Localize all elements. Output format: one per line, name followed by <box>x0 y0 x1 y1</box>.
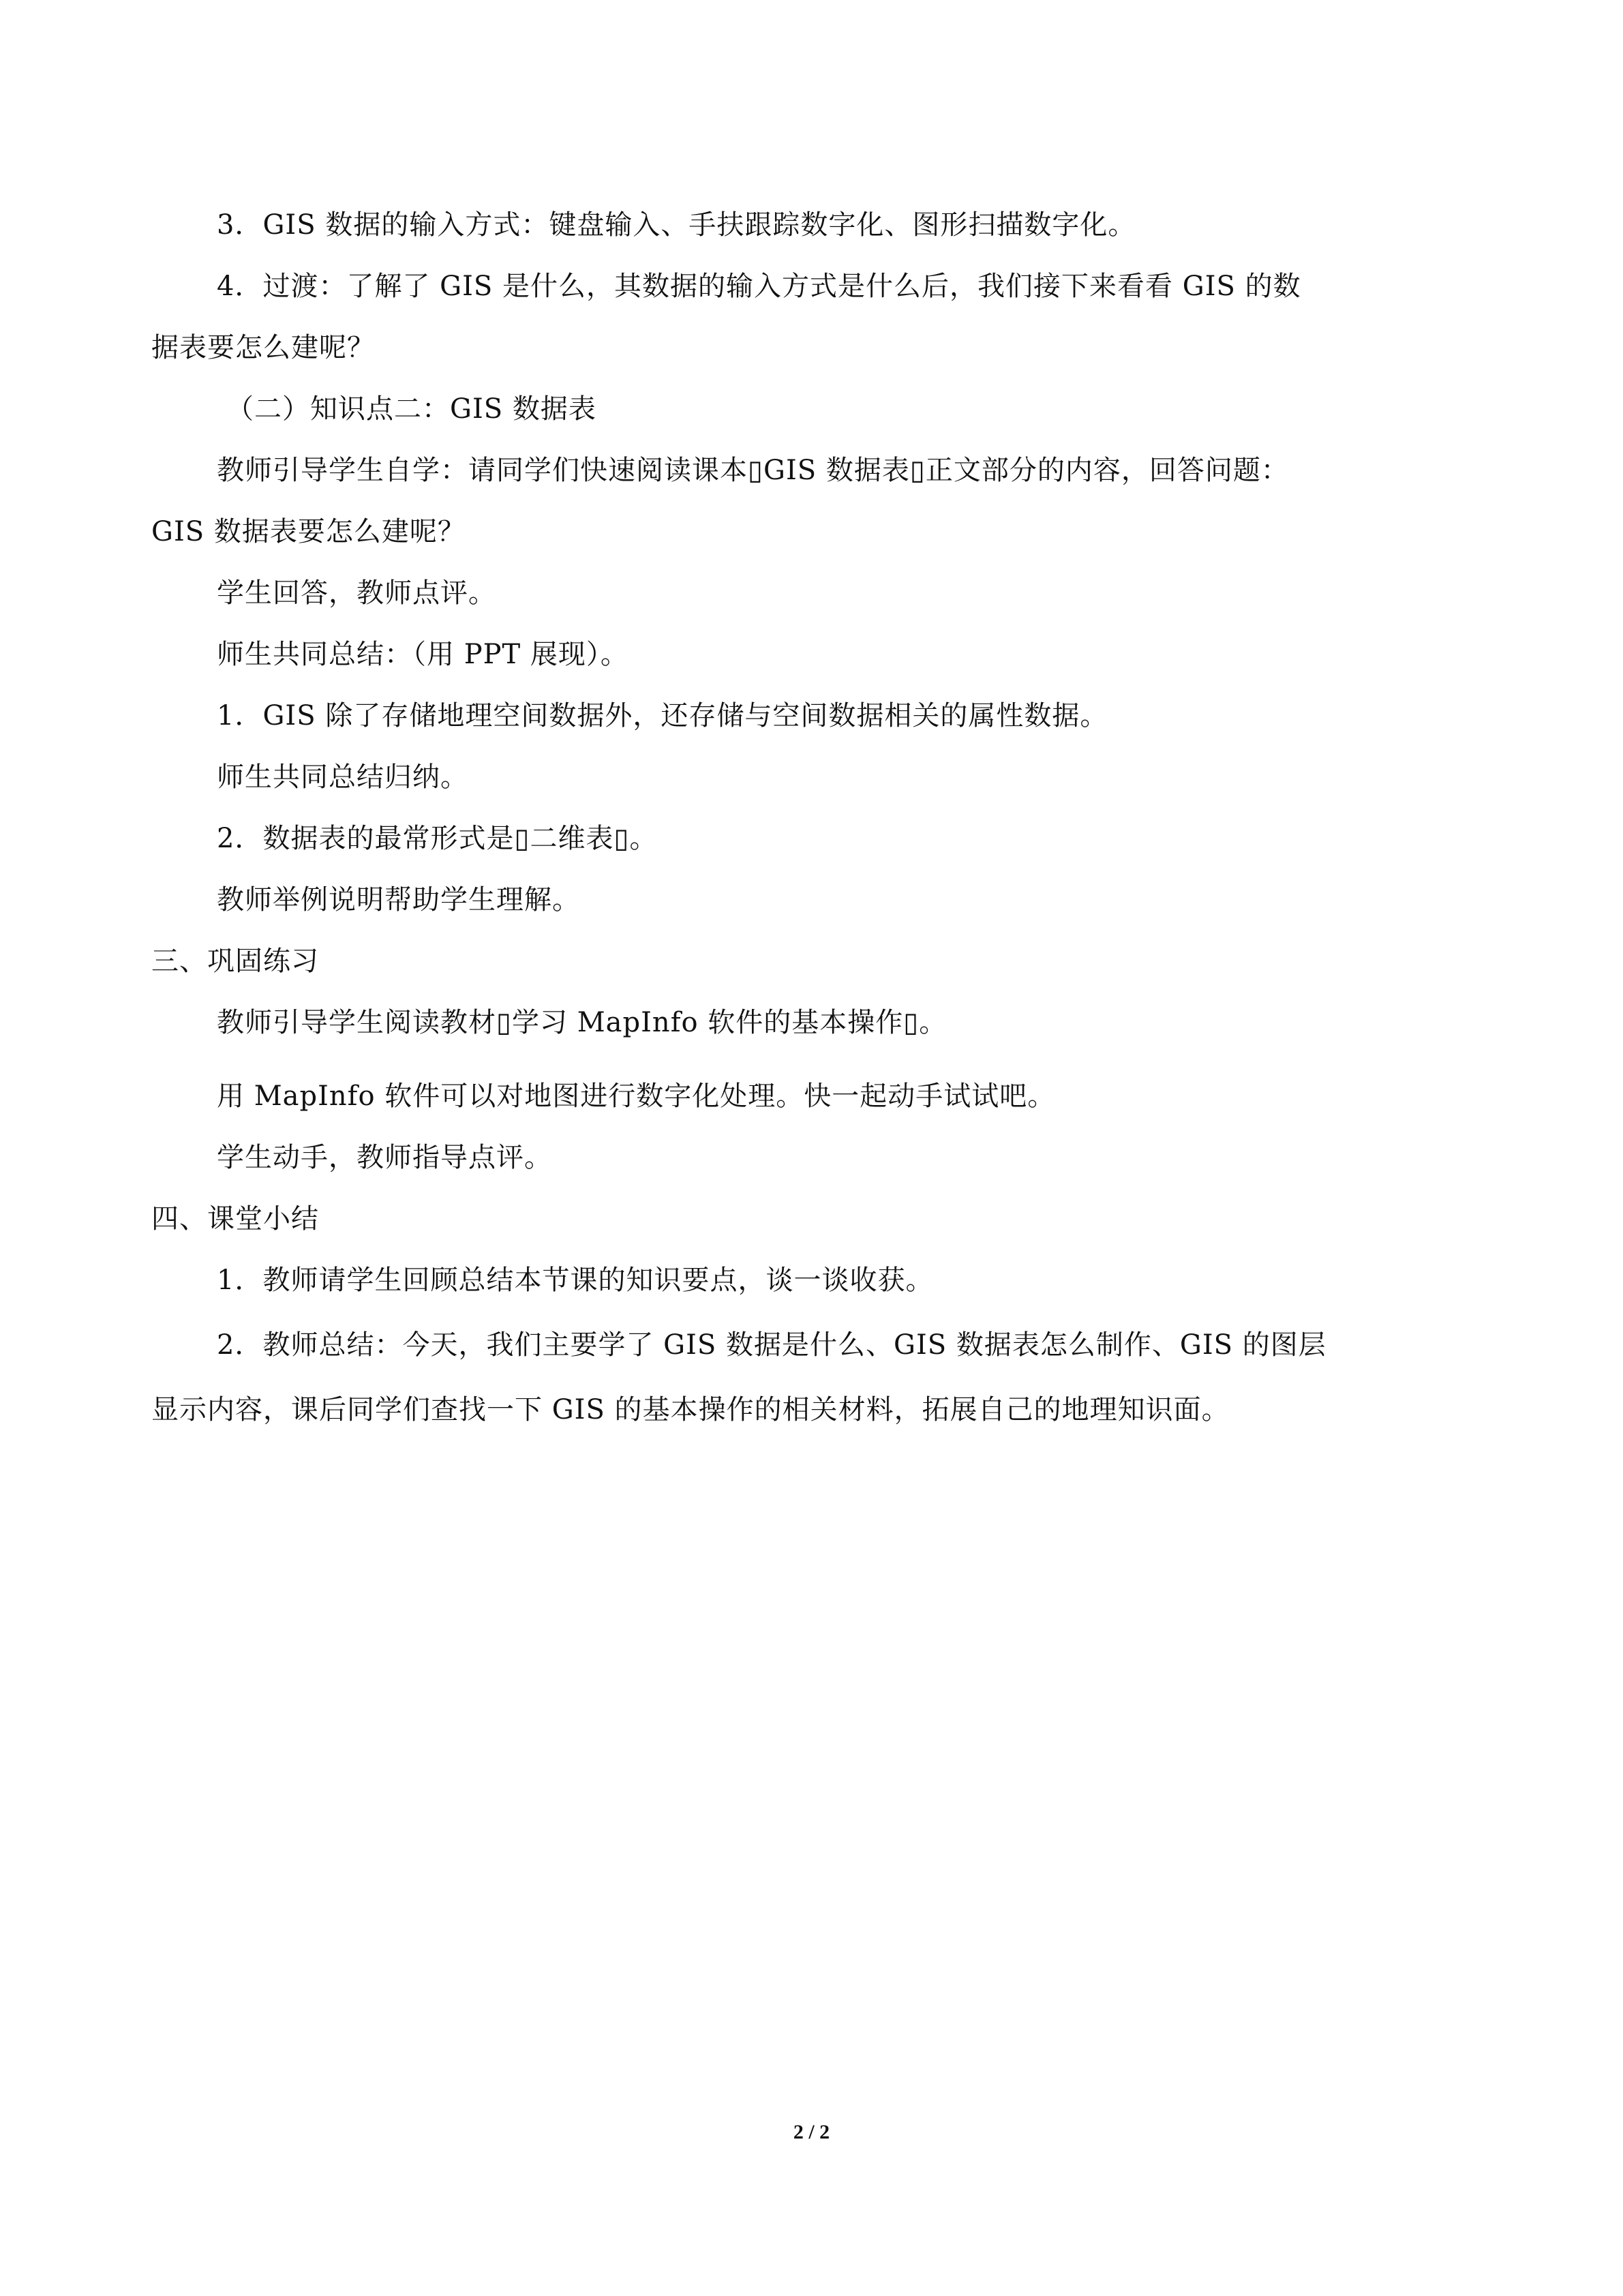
section-heading-knowledge-point-2: （二）知识点二：GIS 数据表 <box>226 393 596 425</box>
paragraph-teacher-guide-cont: GIS 数据表要怎么建呢？ <box>151 516 466 547</box>
paragraph-read-textbook: 教师引导学生阅读教材▯学习 MapInfo 软件的基本操作▯。 <box>217 1007 947 1038</box>
paragraph-teacher-guide: 教师引导学生自学：请同学们快速阅读课本▯GIS 数据表▯正文部分的内容，回答问题： <box>217 455 1289 486</box>
paragraph-summary-2: 2．教师总结：今天，我们主要学了 GIS 数据是什么、GIS 数据表怎么制作、GIS 的图层 <box>217 1329 1326 1361</box>
paragraph-student-answer: 学生回答，教师点评。 <box>217 577 496 609</box>
paragraph-summary-ppt: 师生共同总结：（用 PPT 展现）。 <box>217 639 628 670</box>
section-heading-practice: 三、巩固练习 <box>151 946 319 977</box>
paragraph-input-methods: 3．GIS 数据的输入方式：键盘输入、手扶跟踪数字化、图形扫描数字化。 <box>217 209 1136 241</box>
paragraph-mapinfo: 用 MapInfo 软件可以对地图进行数字化处理。快一起动手试试吧。 <box>217 1081 1056 1112</box>
paragraph-transition-cont: 据表要怎么建呢？ <box>151 332 375 363</box>
paragraph-summary-2-cont: 显示内容，课后同学们查找一下 GIS 的基本操作的相关材料，拓展自己的地理知识面。 <box>151 1394 1230 1425</box>
paragraph-point-1: 1．GIS 除了存储地理空间数据外，还存储与空间数据相关的属性数据。 <box>217 700 1108 731</box>
document-body <box>151 205 1481 1430</box>
paragraph-point-2: 2．数据表的最常形式是▯二维表▯。 <box>217 823 658 854</box>
paragraph-teacher-example: 教师举例说明帮助学生理解。 <box>217 884 580 916</box>
paragraph-transition: 4．过渡：了解了 GIS 是什么，其数据的输入方式是什么后，我们接下来看看 GIS 的数 <box>217 271 1301 302</box>
paragraph-students-practice: 学生动手，教师指导点评。 <box>217 1142 552 1173</box>
section-heading-summary: 四、课堂小结 <box>151 1203 319 1235</box>
paragraph-summary-together: 师生共同总结归纳。 <box>217 761 468 793</box>
page-number: 2 / 2 <box>793 2121 830 2143</box>
paragraph-summary-1: 1．教师请学生回顾总结本节课的知识要点，谈一谈收获。 <box>217 1265 934 1296</box>
